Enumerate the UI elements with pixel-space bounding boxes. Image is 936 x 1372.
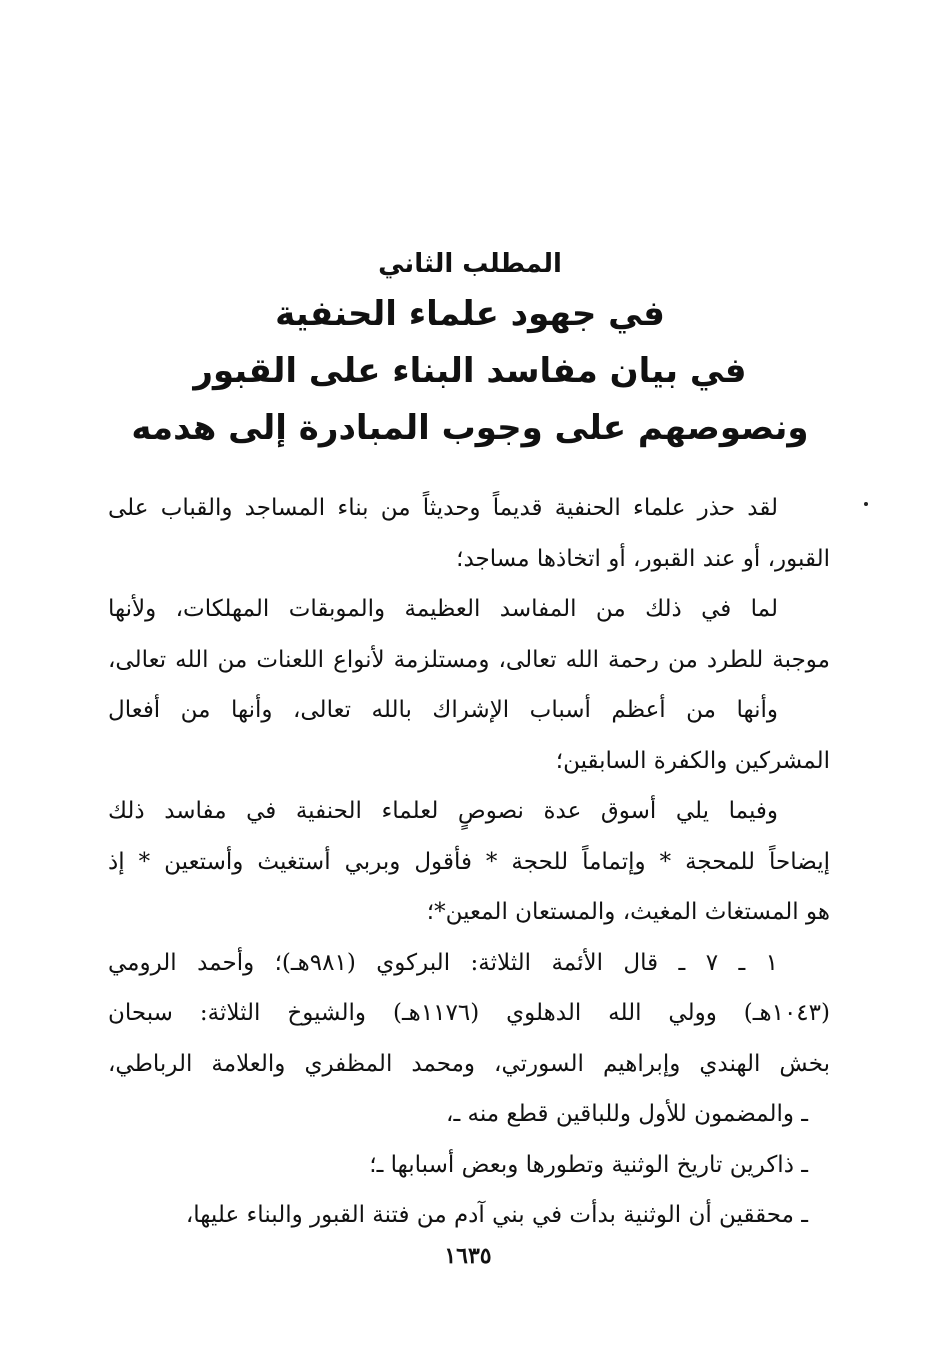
body-text [108, 483, 830, 1241]
text-line: بخش الهندي وإبراهيم السورتي، ومحمد المظفري والعلامة الرباطي، [108, 1050, 830, 1077]
text-line: ـ محققين أن الوثنية بدأت في بني آدم من فتنة القبور والبناء عليها، [185, 1202, 808, 1228]
section-subtitle: المطلب الثاني [378, 249, 562, 279]
title-line-1: في جهود علماء الحنفية [275, 294, 665, 334]
text-line: لقد حذر علماء الحنفية قديماً وحديثاً من بناء المساجد والقباب على [108, 495, 778, 521]
title-line-3: ونصوصهم على وجوب المبادرة إلى هدمه [131, 408, 809, 448]
text-line: لما في ذلك من المفاسد العظيمة والموبقات المهلكات، ولأنها [108, 596, 778, 622]
text-line: وأنها من أعظم أسباب الإشراك بالله تعالى، وأنها من أفعال [108, 697, 778, 723]
text-line: ١ ـ ٧ ـ قال الأئمة الثلاثة: البركوي (٩٨١هـ)؛ وأحمد الرومي [108, 949, 778, 976]
text-line: (١٠٤٣هـ) وولي الله الدهلوي (١١٧٦هـ) والشيوخ الثلاثة: سبحان [108, 1000, 830, 1026]
text-line: إيضاحاً للمحجة * وإتماماً للحجة * فأقول وبربي أستغيث وأستعين * إذ [108, 848, 830, 875]
text-line: موجبة للطرد من رحمة الله تعالى، ومستلزمة لأنواع اللعنات من الله تعالى، [108, 646, 830, 673]
text-line: ـ والمضمون للأول وللباقين قطع منه ـ، [446, 1101, 808, 1127]
text-line: ـ ذاكرين تاريخ الوثنية وتطورها وبعض أسبابها ـ؛ [369, 1151, 808, 1178]
text-line: القبور، أو عند القبور، أو اتخاذها مساجد؛ [456, 545, 830, 572]
page-number: ١٦٣٥ [444, 1243, 492, 1269]
heading-block [110, 244, 830, 457]
margin-dot [864, 502, 868, 506]
text-line: المشركين والكفرة السابقين؛ [555, 747, 830, 774]
text-line: هو المستغاث المغيث، والمستعان المعين*؛ [426, 899, 830, 925]
text-line: وفيما يلي أسوق عدة نصوصٍ لعلماء الحنفية في مفاسد ذلك [108, 798, 778, 824]
title-line-2: في بيان مفاسد البناء على القبور [193, 351, 747, 391]
